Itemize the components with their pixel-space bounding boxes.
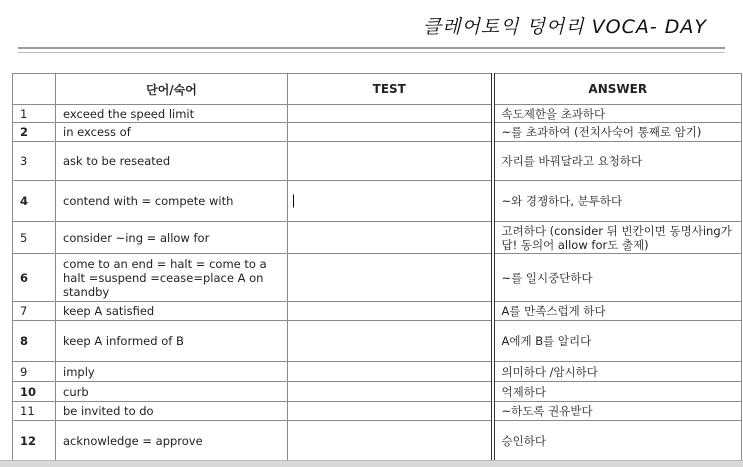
test-cell[interactable] xyxy=(288,321,493,362)
table-row xyxy=(13,421,742,461)
answer-text[interactable]: ~를 초과하여 (전치사숙어 통째로 암기) xyxy=(493,123,742,142)
header-word: 단어/숙어 xyxy=(56,74,288,105)
row-number: 9 xyxy=(13,362,56,382)
header-answer: ANSWER xyxy=(493,74,742,105)
test-cell[interactable] xyxy=(288,402,493,421)
vocab-word[interactable]: keep A informed of B xyxy=(56,321,288,362)
vocab-word[interactable]: in excess of xyxy=(56,123,288,142)
answer-text[interactable]: ~와 경쟁하다, 분투하다 xyxy=(493,181,742,222)
row-number: 4 xyxy=(13,181,56,222)
answer-text[interactable]: A에게 B를 알리다 xyxy=(493,321,742,362)
vocab-word[interactable]: contend with = compete with xyxy=(56,181,288,222)
row-number: 1 xyxy=(13,105,56,123)
horizontal-scrollbar[interactable] xyxy=(0,460,743,467)
table-header-row xyxy=(13,74,742,105)
row-number: 12 xyxy=(13,421,56,461)
vocab-word[interactable]: ask to be reseated xyxy=(56,142,288,181)
test-cell[interactable] xyxy=(288,142,493,181)
header-number xyxy=(13,74,56,105)
answer-text[interactable]: 고려하다 (consider 뒤 빈칸이면 동명사ing가 답! 동의어 allow for도 출제) xyxy=(493,222,742,254)
test-cell[interactable] xyxy=(288,302,493,321)
table-row xyxy=(13,105,742,123)
table-row xyxy=(13,142,742,181)
row-number: 6 xyxy=(13,254,56,302)
vocab-word[interactable]: consider ~ing = allow for xyxy=(56,222,288,254)
table-row xyxy=(13,123,742,142)
header-rule xyxy=(18,47,725,49)
test-cell[interactable] xyxy=(288,105,493,123)
row-number: 7 xyxy=(13,302,56,321)
table-row xyxy=(13,402,742,421)
answer-text[interactable]: ~하도록 권유받다 xyxy=(493,402,742,421)
row-number: 5 xyxy=(13,222,56,254)
test-cell[interactable] xyxy=(288,362,493,382)
table-row xyxy=(13,362,742,382)
vocab-word[interactable]: imply xyxy=(56,362,288,382)
row-number: 8 xyxy=(13,321,56,362)
vocab-word[interactable]: exceed the speed limit xyxy=(56,105,288,123)
answer-text[interactable]: A를 만족스럽게 하다 xyxy=(493,302,742,321)
header-test: TEST xyxy=(288,74,493,105)
vocab-word[interactable]: acknowledge = approve xyxy=(56,421,288,461)
row-number: 10 xyxy=(13,382,56,402)
test-cell[interactable] xyxy=(288,421,493,461)
header-rule-thin xyxy=(18,52,725,53)
answer-text[interactable]: 자리를 바꿔달라고 요청하다 xyxy=(493,142,742,181)
answer-text[interactable]: 속도제한을 초과하다 xyxy=(493,105,742,123)
answer-text[interactable]: 승인하다 xyxy=(493,421,742,461)
answer-text[interactable]: 의미하다 /암시하다 xyxy=(493,362,742,382)
row-number: 11 xyxy=(13,402,56,421)
table-row xyxy=(13,382,742,402)
test-cell[interactable] xyxy=(288,382,493,402)
vocab-word[interactable]: come to an end = halt = come to a halt =suspend =cease=place A on standby xyxy=(56,254,288,302)
test-cell[interactable] xyxy=(288,254,493,302)
answer-text[interactable]: 억제하다 xyxy=(493,382,742,402)
vocab-table xyxy=(12,73,742,461)
vocab-word[interactable]: keep A satisfied xyxy=(56,302,288,321)
table-row xyxy=(13,222,742,254)
test-cell[interactable] xyxy=(288,222,493,254)
table-row xyxy=(13,181,742,222)
vocab-word[interactable]: curb xyxy=(56,382,288,402)
answer-text[interactable]: ~를 일시중단하다 xyxy=(493,254,742,302)
document-header-title: 클레어토익 덩어리 VOCA- DAY xyxy=(422,16,707,38)
test-cell[interactable] xyxy=(288,181,493,222)
table-row xyxy=(13,321,742,362)
table-row xyxy=(13,254,742,302)
text-cursor xyxy=(293,195,294,208)
row-number: 3 xyxy=(13,142,56,181)
table-row xyxy=(13,302,742,321)
row-number: 2 xyxy=(13,123,56,142)
test-cell[interactable] xyxy=(288,123,493,142)
vocab-word[interactable]: be invited to do xyxy=(56,402,288,421)
